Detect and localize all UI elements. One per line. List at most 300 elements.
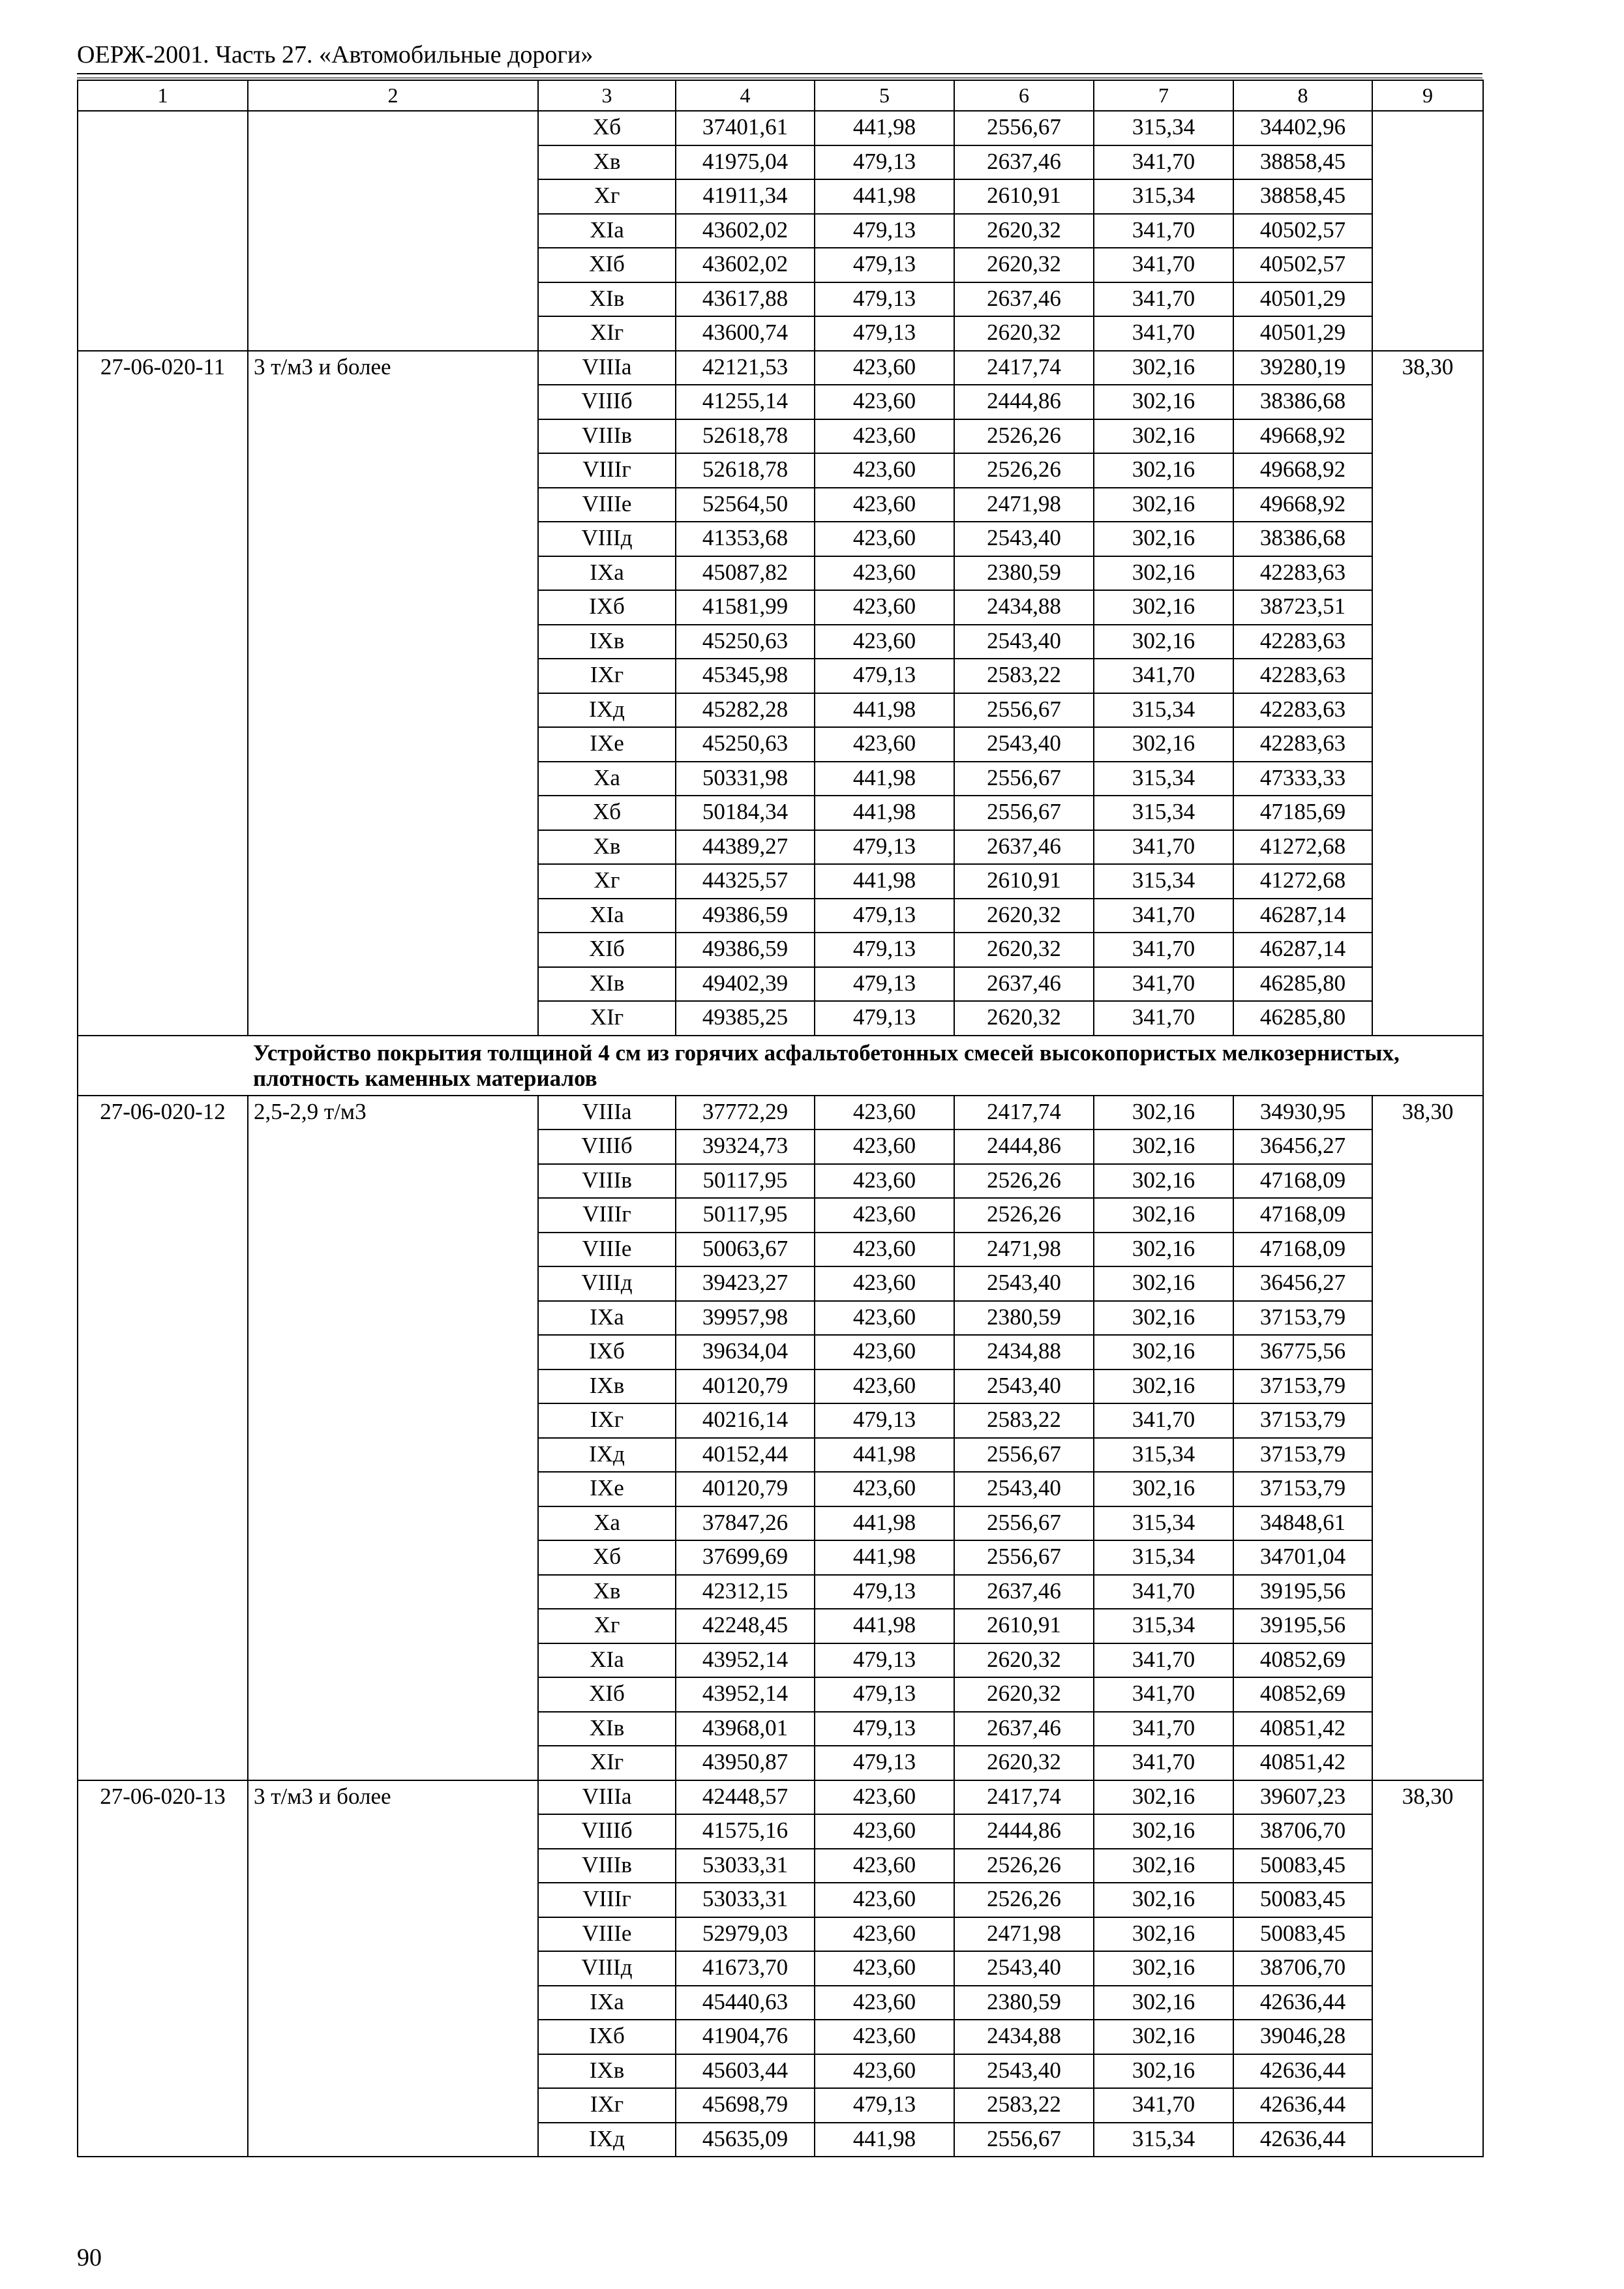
territory-zone: Хг	[538, 864, 676, 899]
territory-zone: VIIIг	[538, 453, 676, 488]
cell-value: 40851,42	[1233, 1746, 1372, 1780]
cell-value: 441,98	[815, 1506, 954, 1541]
cell-value: 441,98	[815, 1438, 954, 1473]
cell-value: 40852,69	[1233, 1643, 1372, 1678]
cell-value: 38706,70	[1233, 1951, 1372, 1986]
cell-value: 2637,46	[954, 1712, 1094, 1746]
cell-value: 2637,46	[954, 967, 1094, 1002]
cell-value: 341,70	[1094, 1677, 1233, 1712]
cell-value: 39957,98	[676, 1301, 815, 1336]
territory-zone: VIIIд	[538, 1266, 676, 1301]
cell-value: 45440,63	[676, 1986, 815, 2020]
territory-zone: XIв	[538, 967, 676, 1002]
cell-value: 49386,59	[676, 899, 815, 933]
page-number: 90	[77, 2244, 102, 2271]
cell-value: 2434,88	[954, 1335, 1094, 1369]
cell-value: 423,60	[815, 1814, 954, 1849]
column-9-value: 38,30	[1372, 1096, 1483, 1780]
cell-value: 50063,67	[676, 1233, 815, 1267]
cell-value: 52618,78	[676, 453, 815, 488]
cell-value: 45282,28	[676, 693, 815, 728]
territory-zone: XIг	[538, 1001, 676, 1036]
cell-value: 49668,92	[1233, 488, 1372, 522]
cell-value: 423,60	[815, 2020, 954, 2054]
cell-value: 423,60	[815, 1301, 954, 1336]
cell-value: 302,16	[1094, 1472, 1233, 1506]
cell-value: 43600,74	[676, 316, 815, 351]
cell-value: 41272,68	[1233, 864, 1372, 899]
cell-value: 302,16	[1094, 2054, 1233, 2089]
cell-value: 37847,26	[676, 1506, 815, 1541]
cell-value: 341,70	[1094, 282, 1233, 317]
cell-value: 41673,70	[676, 1951, 815, 1986]
cell-value: 39634,04	[676, 1335, 815, 1369]
cell-value: 43968,01	[676, 1712, 815, 1746]
cell-value: 2471,98	[954, 1917, 1094, 1952]
cell-value: 441,98	[815, 762, 954, 796]
territory-zone: IXд	[538, 2123, 676, 2157]
territory-zone: Хб	[538, 1540, 676, 1575]
cell-value: 2417,74	[954, 351, 1094, 385]
cell-value: 44325,57	[676, 864, 815, 899]
cell-value: 40216,14	[676, 1403, 815, 1438]
cell-value: 302,16	[1094, 1917, 1233, 1952]
cell-value: 2543,40	[954, 1472, 1094, 1506]
rates-table	[77, 80, 1484, 2157]
cell-value: 38858,45	[1233, 179, 1372, 214]
cell-value: 302,16	[1094, 1301, 1233, 1336]
cell-value: 341,70	[1094, 248, 1233, 282]
cell-value: 38386,68	[1233, 522, 1372, 556]
cell-value: 47168,09	[1233, 1164, 1372, 1199]
cell-value: 2620,32	[954, 1643, 1094, 1678]
cell-value: 52979,03	[676, 1917, 815, 1952]
cell-value: 37772,29	[676, 1096, 815, 1130]
cell-value: 441,98	[815, 864, 954, 899]
territory-zone: XIа	[538, 1643, 676, 1678]
cell-value: 43602,02	[676, 248, 815, 282]
column-number: 3	[538, 80, 676, 111]
cell-value: 2556,67	[954, 796, 1094, 830]
column-9-value: 38,30	[1372, 351, 1483, 1036]
cell-value: 341,70	[1094, 1712, 1233, 1746]
column-9-value: 38,30	[1372, 1780, 1483, 2157]
cell-value: 479,13	[815, 1643, 954, 1678]
cell-value: 302,16	[1094, 1814, 1233, 1849]
cell-value: 43617,88	[676, 282, 815, 317]
cell-value: 2556,67	[954, 1506, 1094, 1541]
cell-value: 43952,14	[676, 1643, 815, 1678]
cell-value: 423,60	[815, 1233, 954, 1267]
cell-value: 45345,98	[676, 659, 815, 693]
territory-zone: Хг	[538, 179, 676, 214]
cell-value: 302,16	[1094, 1951, 1233, 1986]
column-9-value	[1372, 111, 1483, 351]
cell-value: 39423,27	[676, 1266, 815, 1301]
cell-value: 41272,68	[1233, 830, 1372, 865]
cell-value: 341,70	[1094, 899, 1233, 933]
cell-value: 36456,27	[1233, 1266, 1372, 1301]
cell-value: 302,16	[1094, 625, 1233, 659]
cell-value: 45698,79	[676, 2088, 815, 2123]
cell-value: 2543,40	[954, 1369, 1094, 1404]
territory-zone: IXв	[538, 1369, 676, 1404]
cell-value: 50083,45	[1233, 1883, 1372, 1917]
cell-value: 479,13	[815, 316, 954, 351]
cell-value: 38706,70	[1233, 1814, 1372, 1849]
cell-value: 44389,27	[676, 830, 815, 865]
cell-value: 423,60	[815, 625, 954, 659]
rate-name: 3 т/м3 и более	[248, 351, 538, 1036]
territory-zone: XIа	[538, 899, 676, 933]
table-row	[78, 1096, 1483, 1130]
cell-value: 423,60	[815, 1198, 954, 1233]
cell-value: 423,60	[815, 1096, 954, 1130]
cell-value: 45635,09	[676, 2123, 815, 2157]
cell-value: 38858,45	[1233, 145, 1372, 180]
rate-code: 27-06-020-11	[78, 351, 248, 1036]
territory-zone: VIIIв	[538, 1164, 676, 1199]
territory-zone: XIв	[538, 282, 676, 317]
cell-value: 341,70	[1094, 933, 1233, 967]
territory-zone: IXд	[538, 1438, 676, 1473]
cell-value: 2620,32	[954, 248, 1094, 282]
cell-value: 479,13	[815, 1712, 954, 1746]
cell-value: 423,60	[815, 1369, 954, 1404]
cell-value: 441,98	[815, 1540, 954, 1575]
cell-value: 42636,44	[1233, 2054, 1372, 2089]
cell-value: 302,16	[1094, 1266, 1233, 1301]
cell-value: 53033,31	[676, 1849, 815, 1883]
territory-zone: VIIIб	[538, 385, 676, 419]
territory-zone: IXв	[538, 2054, 676, 2089]
cell-value: 47168,09	[1233, 1198, 1372, 1233]
cell-value: 423,60	[815, 453, 954, 488]
cell-value: 302,16	[1094, 522, 1233, 556]
cell-value: 341,70	[1094, 1643, 1233, 1678]
territory-zone: Хг	[538, 1609, 676, 1643]
cell-value: 302,16	[1094, 1883, 1233, 1917]
territory-zone: XIа	[538, 214, 676, 248]
table-row	[78, 111, 1483, 145]
territory-zone: VIIIг	[538, 1883, 676, 1917]
rate-name: 2,5-2,9 т/м3	[248, 1096, 538, 1780]
territory-zone: XIв	[538, 1712, 676, 1746]
cell-value: 46287,14	[1233, 899, 1372, 933]
cell-value: 40851,42	[1233, 1712, 1372, 1746]
cell-value: 341,70	[1094, 2088, 1233, 2123]
cell-value: 42636,44	[1233, 2123, 1372, 2157]
cell-value: 479,13	[815, 899, 954, 933]
cell-value: 302,16	[1094, 1164, 1233, 1199]
cell-value: 441,98	[815, 179, 954, 214]
cell-value: 42448,57	[676, 1780, 815, 1815]
territory-zone: XIб	[538, 1677, 676, 1712]
territory-zone: XIб	[538, 933, 676, 967]
cell-value: 423,60	[815, 488, 954, 522]
cell-value: 47333,33	[1233, 762, 1372, 796]
cell-value: 302,16	[1094, 385, 1233, 419]
territory-zone: VIIIе	[538, 1233, 676, 1267]
territory-zone: Ха	[538, 1506, 676, 1541]
territory-zone: VIIIв	[538, 419, 676, 454]
cell-value: 302,16	[1094, 556, 1233, 591]
cell-value: 423,60	[815, 1130, 954, 1164]
territory-zone: IXд	[538, 693, 676, 728]
column-number: 6	[954, 80, 1094, 111]
cell-value: 40152,44	[676, 1438, 815, 1473]
cell-value: 2620,32	[954, 214, 1094, 248]
cell-value: 302,16	[1094, 351, 1233, 385]
cell-value: 341,70	[1094, 145, 1233, 180]
cell-value: 2444,86	[954, 1814, 1094, 1849]
cell-value: 42312,15	[676, 1575, 815, 1609]
cell-value: 479,13	[815, 933, 954, 967]
cell-value: 40502,57	[1233, 248, 1372, 282]
territory-zone: XIг	[538, 1746, 676, 1780]
table-body	[78, 80, 1483, 2157]
table-row	[78, 1780, 1483, 1815]
cell-value: 49385,25	[676, 1001, 815, 1036]
cell-value: 423,60	[815, 522, 954, 556]
territory-zone: IXг	[538, 659, 676, 693]
cell-value: 315,34	[1094, 1540, 1233, 1575]
cell-value: 2556,67	[954, 111, 1094, 145]
cell-value: 423,60	[815, 1986, 954, 2020]
column-number: 2	[248, 80, 538, 111]
cell-value: 2620,32	[954, 899, 1094, 933]
territory-zone: IXа	[538, 1301, 676, 1336]
cell-value: 40852,69	[1233, 1677, 1372, 1712]
cell-value: 42248,45	[676, 1609, 815, 1643]
territory-zone: IXг	[538, 1403, 676, 1438]
territory-zone: VIIIе	[538, 1917, 676, 1952]
column-number-row	[78, 80, 1483, 111]
cell-value: 2556,67	[954, 762, 1094, 796]
territory-zone: IXе	[538, 727, 676, 762]
cell-value: 2610,91	[954, 1609, 1094, 1643]
cell-value: 2556,67	[954, 693, 1094, 728]
cell-value: 2637,46	[954, 282, 1094, 317]
cell-value: 479,13	[815, 1001, 954, 1036]
cell-value: 34848,61	[1233, 1506, 1372, 1541]
cell-value: 37153,79	[1233, 1403, 1372, 1438]
header-rule	[77, 73, 1482, 74]
cell-value: 36456,27	[1233, 1130, 1372, 1164]
cell-value: 52618,78	[676, 419, 815, 454]
cell-value: 40501,29	[1233, 282, 1372, 317]
cell-value: 302,16	[1094, 1780, 1233, 1815]
territory-zone: XIг	[538, 316, 676, 351]
cell-value: 50083,45	[1233, 1917, 1372, 1952]
cell-value: 2583,22	[954, 659, 1094, 693]
cell-value: 479,13	[815, 1677, 954, 1712]
cell-value: 479,13	[815, 248, 954, 282]
cell-value: 41353,68	[676, 522, 815, 556]
cell-value: 2637,46	[954, 1575, 1094, 1609]
rate-name	[248, 111, 538, 351]
cell-value: 2620,32	[954, 1746, 1094, 1780]
cell-value: 479,13	[815, 282, 954, 317]
cell-value: 2526,26	[954, 1849, 1094, 1883]
column-number: 4	[676, 80, 815, 111]
cell-value: 47185,69	[1233, 796, 1372, 830]
cell-value: 423,60	[815, 1917, 954, 1952]
cell-value: 2380,59	[954, 556, 1094, 591]
cell-value: 2637,46	[954, 830, 1094, 865]
cell-value: 441,98	[815, 2123, 954, 2157]
cell-value: 302,16	[1094, 1986, 1233, 2020]
cell-value: 2526,26	[954, 1198, 1094, 1233]
cell-value: 37153,79	[1233, 1472, 1372, 1506]
territory-zone: VIIIе	[538, 488, 676, 522]
cell-value: 2526,26	[954, 1164, 1094, 1199]
cell-value: 479,13	[815, 214, 954, 248]
cell-value: 302,16	[1094, 727, 1233, 762]
cell-value: 2620,32	[954, 933, 1094, 967]
cell-value: 38386,68	[1233, 385, 1372, 419]
cell-value: 423,60	[815, 351, 954, 385]
cell-value: 40120,79	[676, 1369, 815, 1404]
cell-value: 45250,63	[676, 727, 815, 762]
cell-value: 40501,29	[1233, 316, 1372, 351]
cell-value: 41975,04	[676, 145, 815, 180]
cell-value: 40120,79	[676, 1472, 815, 1506]
cell-value: 302,16	[1094, 590, 1233, 625]
column-number: 9	[1372, 80, 1483, 111]
cell-value: 2583,22	[954, 1403, 1094, 1438]
cell-value: 50331,98	[676, 762, 815, 796]
cell-value: 49668,92	[1233, 453, 1372, 488]
cell-value: 46287,14	[1233, 933, 1372, 967]
territory-zone: Хв	[538, 145, 676, 180]
territory-zone: VIIIа	[538, 1096, 676, 1130]
cell-value: 341,70	[1094, 659, 1233, 693]
cell-value: 315,34	[1094, 1609, 1233, 1643]
cell-value: 49668,92	[1233, 419, 1372, 454]
territory-zone: VIIIб	[538, 1814, 676, 1849]
cell-value: 423,60	[815, 1472, 954, 1506]
cell-value: 302,16	[1094, 1096, 1233, 1130]
cell-value: 441,98	[815, 1609, 954, 1643]
cell-value: 2526,26	[954, 1883, 1094, 1917]
cell-value: 2556,67	[954, 2123, 1094, 2157]
cell-value: 41575,16	[676, 1814, 815, 1849]
cell-value: 42636,44	[1233, 2088, 1372, 2123]
cell-value: 315,34	[1094, 179, 1233, 214]
cell-value: 42121,53	[676, 351, 815, 385]
cell-value: 423,60	[815, 385, 954, 419]
cell-value: 2637,46	[954, 145, 1094, 180]
cell-value: 341,70	[1094, 1575, 1233, 1609]
cell-value: 50184,34	[676, 796, 815, 830]
cell-value: 49386,59	[676, 933, 815, 967]
cell-value: 302,16	[1094, 1369, 1233, 1404]
cell-value: 341,70	[1094, 1001, 1233, 1036]
cell-value: 423,60	[815, 1266, 954, 1301]
cell-value: 479,13	[815, 967, 954, 1002]
cell-value: 2471,98	[954, 488, 1094, 522]
cell-value: 341,70	[1094, 316, 1233, 351]
cell-value: 37153,79	[1233, 1438, 1372, 1473]
territory-zone: IXб	[538, 2020, 676, 2054]
territory-zone: IXб	[538, 590, 676, 625]
cell-value: 423,60	[815, 1780, 954, 1815]
cell-value: 39046,28	[1233, 2020, 1372, 2054]
column-number: 1	[78, 80, 248, 111]
cell-value: 302,16	[1094, 1849, 1233, 1883]
cell-value: 49402,39	[676, 967, 815, 1002]
column-number: 5	[815, 80, 954, 111]
rate-code: 27-06-020-12	[78, 1096, 248, 1780]
cell-value: 441,98	[815, 111, 954, 145]
cell-value: 43950,87	[676, 1746, 815, 1780]
running-header: ОЕРЖ-2001. Часть 27. «Автомобильные дороги»	[77, 41, 594, 68]
rate-code: 27-06-020-13	[78, 1780, 248, 2157]
cell-value: 39607,23	[1233, 1780, 1372, 1815]
territory-zone: IXа	[538, 556, 676, 591]
cell-value: 423,60	[815, 1849, 954, 1883]
cell-value: 302,16	[1094, 453, 1233, 488]
cell-value: 423,60	[815, 1883, 954, 1917]
column-number: 7	[1094, 80, 1233, 111]
cell-value: 315,34	[1094, 1438, 1233, 1473]
rate-name: 3 т/м3 и более	[248, 1780, 538, 2157]
cell-value: 302,16	[1094, 2020, 1233, 2054]
cell-value: 423,60	[815, 1164, 954, 1199]
cell-value: 2434,88	[954, 590, 1094, 625]
cell-value: 40502,57	[1233, 214, 1372, 248]
cell-value: 38723,51	[1233, 590, 1372, 625]
cell-value: 302,16	[1094, 419, 1233, 454]
territory-zone: VIIIд	[538, 1951, 676, 1986]
cell-value: 2526,26	[954, 419, 1094, 454]
cell-value: 315,34	[1094, 2123, 1233, 2157]
cell-value: 315,34	[1094, 796, 1233, 830]
cell-value: 423,60	[815, 1951, 954, 1986]
cell-value: 302,16	[1094, 1335, 1233, 1369]
cell-value: 479,13	[815, 1746, 954, 1780]
cell-value: 315,34	[1094, 762, 1233, 796]
territory-zone: VIIIв	[538, 1849, 676, 1883]
cell-value: 45250,63	[676, 625, 815, 659]
cell-value: 34402,96	[1233, 111, 1372, 145]
cell-value: 2444,86	[954, 1130, 1094, 1164]
cell-value: 479,13	[815, 830, 954, 865]
cell-value: 42636,44	[1233, 1986, 1372, 2020]
cell-value: 43952,14	[676, 1677, 815, 1712]
territory-zone: IXг	[538, 2088, 676, 2123]
cell-value: 2543,40	[954, 522, 1094, 556]
section-heading: Устройство покрытия толщиной 4 см из горячих асфальтобетонных смесей высокопористых мелкозернистых, плотность каменных материалов	[78, 1036, 1483, 1096]
cell-value: 52564,50	[676, 488, 815, 522]
cell-value: 302,16	[1094, 1233, 1233, 1267]
cell-value: 441,98	[815, 796, 954, 830]
territory-zone: IXв	[538, 625, 676, 659]
cell-value: 37153,79	[1233, 1369, 1372, 1404]
cell-value: 43602,02	[676, 214, 815, 248]
cell-value: 42283,63	[1233, 659, 1372, 693]
cell-value: 2556,67	[954, 1540, 1094, 1575]
cell-value: 47168,09	[1233, 1233, 1372, 1267]
cell-value: 34930,95	[1233, 1096, 1372, 1130]
cell-value: 315,34	[1094, 111, 1233, 145]
cell-value: 2543,40	[954, 625, 1094, 659]
cell-value: 42283,63	[1233, 727, 1372, 762]
cell-value: 42283,63	[1233, 693, 1372, 728]
cell-value: 479,13	[815, 1575, 954, 1609]
territory-zone: IXе	[538, 1472, 676, 1506]
